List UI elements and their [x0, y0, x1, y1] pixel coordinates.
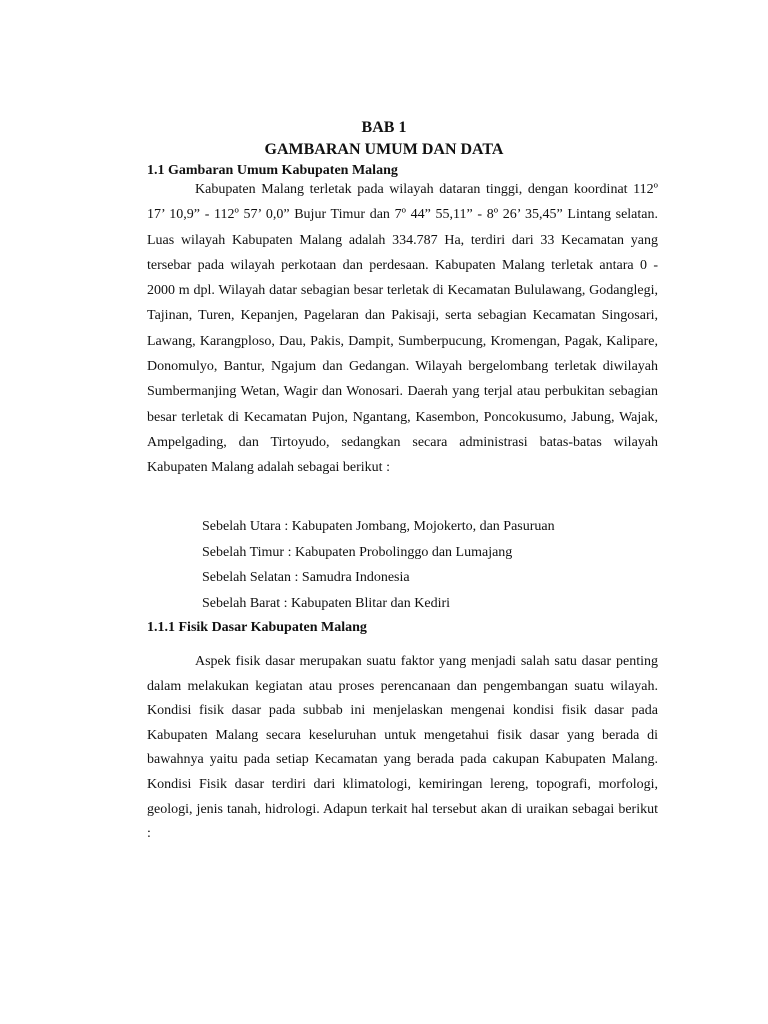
border-list [202, 514, 555, 616]
chapter-title: GAMBARAN UMUM DAN DATA [264, 141, 504, 158]
paragraph-text: Kabupaten Malang terletak pada wilayah dataran tinggi, dengan koordinat 112º 17’ 10,9” - 112º 57’ 0,0” Bujur Timur dan 7º 44” 55,11” - 8º 26’ 35,45” Lintang selatan. Luas wilayah Kabupaten Malang adalah 334.787 Ha, terdiri dari 33 Kecamatan yang tersebar pada wilayah perkotaan dan perdesaan. Kabupaten Malang terletak antara 0 - 2000 m dpl. Wilayah datar sebagian besar terletak di Kecamatan Bululawang, Godanglegi, Tajinan, Turen, Kepanjen, Pagelaran dan Pakisaji, serta sebagian Kecamatan Singosari, Lawang, Karangploso, Dau, Pakis, Dampit, Sumberpucung, Kromengan, Pagak, Kalipare, Donomulyo, Bantur, Ngajum dan Gedangan. Wilayah bergelombang terletak diwilayah Sumbermanjing Wetan, Wagir dan Wonosari. Daerah yang terjal atau perbukitan sebagian besar terletak di Kecamatan Pujon, Ngantang, Kasembon, Poncokusumo, Jabung, Wajak, Ampelgading, dan Tirtoyudo, sedangkan secara administrasi batas-batas wilayah Kabupaten Malang adalah sebagai berikut : [147, 182, 658, 476]
section-heading-1-1: 1.1 Gambaran Umum Kabupaten Malang [147, 163, 398, 178]
chapter-number: BAB 1 [361, 119, 407, 136]
section-heading-1-1-1: 1.1.1 Fisik Dasar Kabupaten Malang [147, 620, 367, 635]
list-item: Sebelah Timur : Kabupaten Probolinggo dan Lumajang [202, 544, 513, 560]
list-item: Sebelah Barat : Kabupaten Blitar dan Kediri [202, 595, 451, 611]
list-item: Sebelah Selatan : Samudra Indonesia [202, 570, 410, 585]
paragraph-text: Aspek fisik dasar merupakan suatu faktor yang menjadi salah satu dasar penting dalam melakukan kegiatan atau proses perencanaan dan pengembangan suatu wilayah. Kondisi fisik dasar pada subbab ini menjelaskan mengenai kondisi fisik dasar pada Kabupaten Malang secara keseluruhan untuk mengetahui fisik dasar yang berada di bawahnya yaitu pada setiap Kecamatan yang berada pada cakupan Kabupaten Malang. Kondisi Fisik dasar terdiri dari klimatologi, kemiringan lereng, topografi, morfologi, geologi, jenis tanah, hidrologi. Adapun terkait hal tersebut akan di uraikan sebagai berikut : [147, 654, 658, 842]
paragraph-gambaran-umum [147, 177, 658, 481]
list-item: Sebelah Utara : Kabupaten Jombang, Mojokerto, dan Pasuruan [202, 519, 555, 534]
paragraph-fisik-dasar [147, 650, 658, 847]
